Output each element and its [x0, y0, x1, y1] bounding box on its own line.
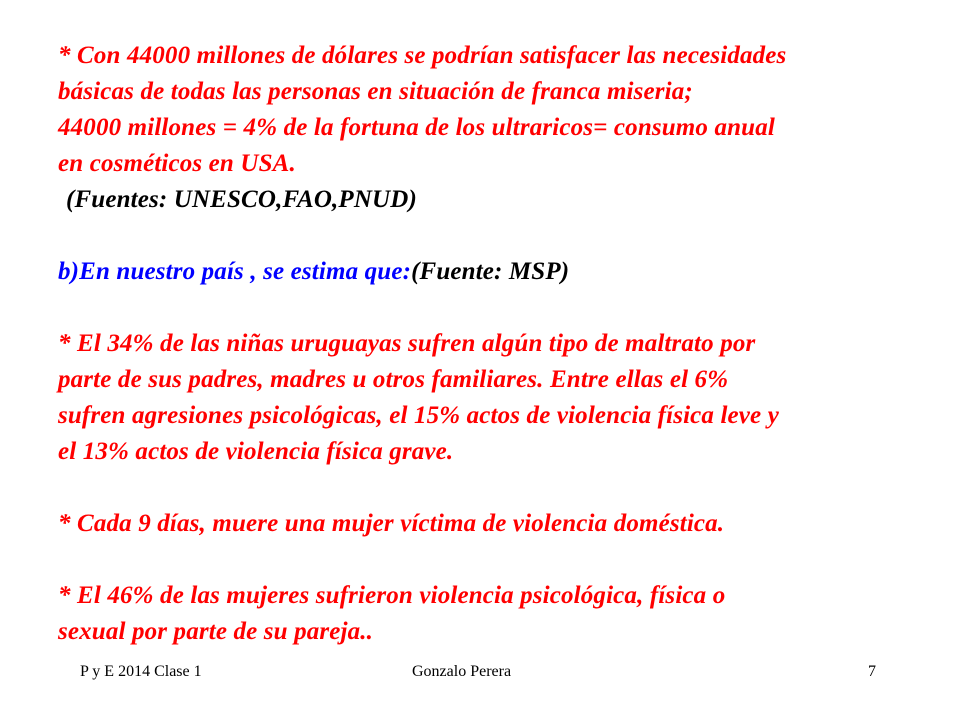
footer-author: Gonzalo Perera [412, 663, 512, 680]
section-b-source: (Fuente: MSP) [411, 258, 570, 285]
partner-violence-line-2: sexual por parte de su pareja.. [58, 618, 374, 645]
slide-body [58, 38, 918, 650]
section-b-heading: b)En nuestro país , se estima que: [58, 258, 412, 285]
spacer [58, 542, 918, 578]
spacer [58, 470, 918, 506]
sources-citation: (Fuentes: UNESCO,FAO,PNUD) [66, 186, 417, 213]
spacer [58, 290, 918, 326]
cosmetics-line-2: básicas de todas las personas en situación de franca miseria; [58, 78, 693, 105]
partner-violence-paragraph [58, 578, 918, 650]
section-b-heading-line [58, 254, 918, 290]
girls-abuse-line-4: el 13% actos de violencia física grave. [58, 438, 454, 465]
girls-abuse-line-1: * El 34% de las niñas uruguayas sufren algún tipo de maltrato por [58, 330, 756, 357]
cosmetics-statistic-paragraph [58, 38, 918, 182]
girls-abuse-line-2: parte de sus padres, madres u otros familiares. Entre ellas el 6% [58, 366, 729, 393]
partner-violence-line-1: * El 46% de las mujeres sufrieron violencia psicológica, física o [58, 582, 726, 609]
domestic-violence-paragraph: * Cada 9 días, muere una mujer víctima de violencia doméstica. [58, 510, 725, 537]
spacer [58, 218, 918, 254]
footer-page-number: 7 [868, 663, 876, 680]
cosmetics-line-4: en cosméticos en USA. [58, 150, 296, 177]
cosmetics-line-3: 44000 millones = 4% de la fortuna de los ultraricos= consumo anual [58, 114, 775, 141]
footer-course-label: P y E 2014 Clase 1 [80, 663, 202, 680]
girls-abuse-line-3: sufren agresiones psicológicas, el 15% actos de violencia física leve y [58, 402, 779, 429]
cosmetics-line-1: * Con 44000 millones de dólares se podrían satisfacer las necesidades [58, 42, 787, 69]
girls-abuse-paragraph [58, 326, 918, 470]
